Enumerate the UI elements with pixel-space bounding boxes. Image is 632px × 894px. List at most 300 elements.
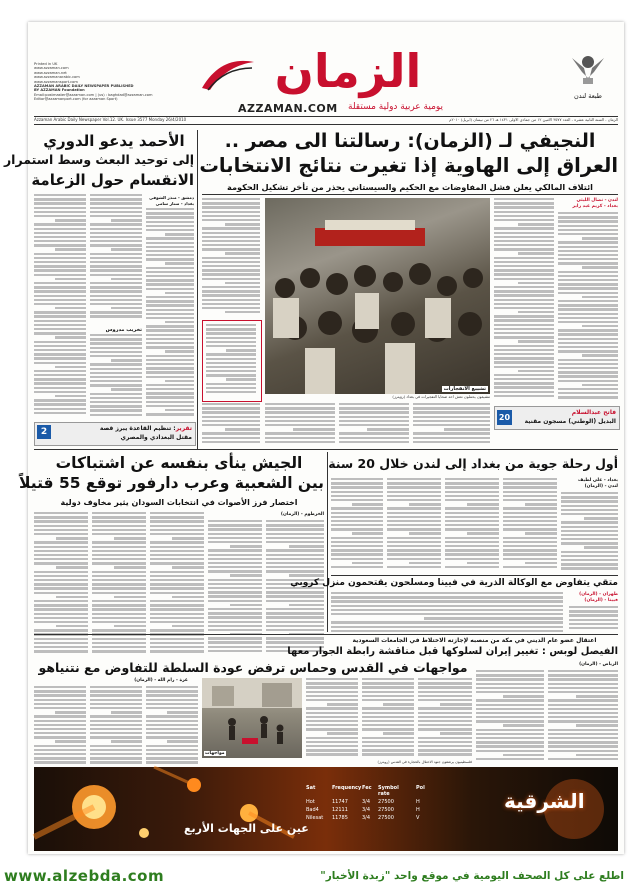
text-line	[387, 516, 441, 518]
quds-text	[146, 686, 198, 766]
text-line	[146, 720, 198, 722]
text-line	[558, 220, 618, 222]
text-line	[339, 420, 409, 422]
text-line	[494, 319, 554, 321]
text-line	[418, 699, 472, 701]
text-line	[569, 614, 618, 616]
text-line	[445, 482, 499, 484]
text-line	[90, 347, 142, 349]
vienna-text	[331, 592, 563, 634]
sharqiya-ad[interactable]	[34, 767, 618, 851]
text-line	[92, 562, 146, 564]
text-line	[494, 273, 554, 275]
text-line	[34, 362, 86, 364]
text-line	[55, 307, 86, 309]
text-line	[146, 405, 194, 407]
text-line	[331, 613, 563, 615]
text-line	[146, 715, 198, 717]
text-line	[202, 424, 260, 426]
text-line	[111, 307, 142, 309]
flight-text	[503, 478, 557, 572]
text-line	[476, 712, 544, 714]
text-line	[445, 545, 499, 547]
lead-lower-text	[202, 403, 260, 447]
text-line	[266, 554, 324, 556]
text-line	[55, 395, 86, 397]
quds-headline: مواجهات في القدس وحماس ترفض عودة السلطة للتفاوض مع نتنياهو	[38, 660, 468, 675]
text-line	[92, 646, 146, 648]
text-line	[92, 650, 146, 652]
sudan-text	[208, 520, 262, 656]
text-line	[34, 587, 88, 589]
text-line	[339, 424, 409, 426]
text-line	[90, 761, 142, 763]
dateline-ar: الزمان - السنة الثانية عشرة - العدد ٣٥٧٧ الاثنين ١٢ من جمادى الاولى ١٤٣١ هـ ٢٦ من نيسان (ابريل) ٢٠١٠م	[449, 117, 618, 122]
text-line	[576, 695, 618, 697]
text-line	[387, 520, 441, 522]
text-line	[90, 194, 142, 196]
text-line	[476, 758, 544, 760]
text-line	[518, 282, 554, 284]
freq-cell: Bad4	[306, 807, 319, 813]
text-line	[576, 754, 618, 756]
vienna-byline: طهران - (الزمان)	[579, 592, 618, 597]
text-line	[494, 290, 554, 292]
text-line	[92, 629, 146, 631]
text-line	[92, 516, 146, 518]
text-line	[34, 562, 88, 564]
text-line	[208, 570, 262, 572]
text-line	[476, 729, 544, 731]
text-line	[413, 420, 490, 422]
text-line	[208, 566, 262, 568]
text-line	[55, 740, 86, 742]
freq-col: Frequency	[332, 785, 362, 791]
column-divider	[327, 452, 328, 632]
text-line	[331, 520, 383, 522]
text-line	[494, 257, 554, 259]
text-line	[208, 549, 262, 551]
text-line	[558, 321, 618, 323]
text-line	[90, 728, 142, 730]
text-line	[331, 541, 383, 543]
text-line	[561, 551, 618, 553]
text-line	[558, 333, 618, 335]
text-line	[225, 223, 260, 225]
text-line	[445, 491, 499, 493]
text-line	[202, 257, 260, 259]
text-line	[111, 740, 142, 742]
text-line	[331, 478, 383, 480]
left-subhead: تخريب مدروس	[105, 327, 142, 333]
text-line	[525, 503, 557, 505]
text-line	[582, 325, 618, 327]
text-line	[494, 349, 554, 351]
text-line	[111, 278, 142, 280]
text-line	[92, 550, 146, 552]
text-line	[90, 393, 142, 395]
text-line	[90, 405, 142, 407]
text-line	[266, 641, 324, 643]
lead-rule	[202, 194, 618, 195]
street-photo-icon	[202, 678, 302, 758]
text-line	[494, 299, 554, 301]
text-line	[34, 412, 86, 414]
text-line	[90, 753, 142, 755]
text-line	[146, 304, 194, 306]
text-line	[55, 336, 86, 338]
footer-promo: اطلع على كل الصحف اليومية في موقع واحد "زبدة الأخبار"	[320, 870, 624, 882]
text-line	[34, 753, 86, 755]
text-line	[494, 286, 554, 288]
text-line	[548, 674, 618, 676]
text-line	[208, 524, 262, 526]
quds-photo	[202, 678, 302, 758]
text-line	[146, 296, 194, 298]
text-line	[362, 678, 414, 680]
text-line	[146, 749, 198, 751]
text-line	[306, 699, 358, 701]
text-line	[150, 650, 204, 652]
text-line	[208, 583, 262, 585]
text-line	[494, 227, 554, 229]
text-line	[172, 566, 204, 568]
info-line: www.azzamansport.com	[34, 79, 78, 84]
text-line	[90, 757, 142, 759]
text-line	[202, 232, 260, 234]
text-line	[548, 716, 618, 718]
text-line	[558, 275, 618, 277]
text-line	[503, 541, 557, 543]
text-line	[206, 362, 256, 364]
text-line	[92, 546, 146, 548]
text-line	[584, 546, 618, 548]
text-line	[225, 252, 260, 254]
text-line	[445, 516, 499, 518]
text-line	[146, 346, 194, 348]
text-line	[34, 724, 86, 726]
text-line	[90, 215, 142, 217]
text-line	[146, 283, 194, 285]
left-headline-1: الأحمد يدعو الدوري	[43, 132, 185, 150]
text-line	[266, 570, 324, 572]
text-line	[558, 375, 618, 377]
text-line	[306, 712, 358, 714]
text-line	[476, 720, 544, 722]
text-line	[494, 345, 554, 347]
newspaper-page	[3, 22, 624, 854]
text-line	[34, 320, 86, 322]
text-line	[90, 694, 142, 696]
text-line	[331, 482, 383, 484]
text-line	[90, 715, 142, 717]
text-line	[494, 395, 554, 397]
text-line	[114, 537, 146, 539]
text-line	[387, 499, 441, 501]
text-line	[548, 704, 618, 706]
text-line	[92, 575, 146, 577]
text-line	[476, 737, 544, 739]
text-line	[339, 416, 409, 418]
text-line	[331, 545, 383, 547]
text-line	[146, 355, 194, 357]
text-line	[494, 361, 554, 363]
text-line	[34, 387, 86, 389]
text-line	[476, 674, 544, 676]
text-line	[503, 549, 557, 551]
text-line	[90, 236, 142, 238]
ad-slogan: عين على الجهات الأربع	[184, 822, 309, 835]
text-line	[34, 236, 86, 238]
text-line	[266, 591, 324, 593]
text-line	[445, 558, 499, 560]
text-line	[34, 207, 86, 209]
text-line	[146, 250, 194, 252]
text-line	[150, 571, 204, 573]
text-line	[548, 737, 618, 739]
text-line	[331, 609, 563, 611]
text-line	[146, 275, 194, 277]
text-line	[306, 753, 358, 755]
text-line	[331, 537, 383, 539]
text-line	[146, 325, 194, 327]
text-line	[34, 749, 86, 751]
freq-cell: V	[416, 815, 420, 821]
text-line	[331, 486, 383, 488]
text-line	[114, 596, 146, 598]
text-line	[150, 629, 204, 631]
text-line	[548, 733, 618, 735]
quds-text	[362, 678, 414, 758]
text-line	[503, 566, 557, 568]
text-line	[306, 682, 358, 684]
text-line	[476, 699, 544, 701]
text-line	[413, 407, 490, 409]
text-line	[494, 248, 554, 250]
text-line	[92, 621, 146, 623]
footer-bar[interactable]	[0, 862, 632, 892]
text-line	[150, 546, 204, 548]
text-line	[525, 532, 557, 534]
text-line	[387, 491, 441, 493]
text-line	[150, 554, 204, 556]
text-line	[146, 699, 198, 701]
text-line	[202, 273, 260, 275]
text-line	[266, 625, 324, 627]
text-line	[561, 492, 618, 494]
logo-tagline: يومية عربية دولية مستقلة	[348, 102, 444, 112]
text-line	[90, 409, 142, 411]
text-line	[208, 562, 262, 564]
text-line	[558, 287, 618, 289]
text-line	[413, 411, 490, 413]
text-line	[413, 416, 490, 418]
text-line	[476, 716, 544, 718]
right-teaser[interactable]	[494, 406, 620, 430]
text-line	[172, 625, 204, 627]
flight-text	[331, 478, 383, 572]
text-line	[494, 336, 554, 338]
text-line	[561, 567, 618, 569]
text-line	[558, 363, 618, 365]
text-line	[362, 720, 414, 722]
text-line	[202, 227, 260, 229]
text-line	[150, 579, 204, 581]
text-line	[90, 299, 142, 301]
text-line	[569, 623, 618, 625]
text-line	[558, 388, 618, 390]
text-line	[146, 413, 194, 415]
text-line	[206, 387, 256, 389]
text-line	[424, 617, 563, 619]
text-line	[418, 737, 472, 739]
text-line	[503, 553, 557, 555]
text-line	[409, 503, 441, 505]
text-line	[146, 724, 198, 726]
text-line	[266, 621, 324, 623]
freq-cell: 27500	[378, 807, 394, 813]
text-line	[202, 286, 260, 288]
text-line	[494, 219, 554, 221]
text-line	[202, 420, 260, 422]
text-line	[34, 202, 86, 204]
text-line	[265, 441, 335, 443]
text-line	[387, 482, 441, 484]
text-line	[558, 371, 618, 373]
text-line	[548, 678, 618, 680]
text-line	[90, 223, 142, 225]
left-story-text	[146, 208, 194, 419]
text-line	[202, 294, 260, 296]
text-line	[387, 524, 441, 526]
info-line: AZZAMAN ARABIC DAILY NEWSPAPER PUBLISHED	[34, 84, 134, 89]
text-line	[172, 537, 204, 539]
text-line	[146, 288, 194, 290]
text-line	[293, 428, 335, 430]
text-line	[418, 749, 472, 751]
text-line	[150, 604, 204, 606]
text-line	[90, 342, 142, 344]
text-line	[146, 753, 198, 755]
text-line	[331, 558, 383, 560]
text-line	[561, 559, 618, 561]
text-line	[90, 732, 142, 734]
text-line	[476, 733, 544, 735]
left-headline-3: الانقسام حول الزعامة	[31, 171, 194, 189]
text-line	[503, 724, 544, 726]
text-line	[387, 495, 441, 497]
text-line	[34, 399, 86, 401]
text-line	[34, 529, 88, 531]
text-line	[34, 621, 88, 623]
text-line	[34, 332, 86, 334]
text-line	[266, 549, 324, 551]
freq-col: Symbol rate	[378, 785, 399, 797]
text-line	[90, 265, 142, 267]
text-line	[576, 724, 618, 726]
text-line	[208, 600, 262, 602]
sudan-subhead: اختصار فرز الأصوات في انتخابات السودان يثير مخاوف دولية	[60, 498, 298, 507]
text-line	[362, 745, 414, 747]
text-line	[327, 703, 358, 705]
text-line	[206, 370, 256, 372]
text-line	[34, 324, 86, 326]
text-line	[206, 383, 256, 385]
text-line	[387, 558, 441, 560]
text-line	[34, 408, 86, 410]
info-line: Email:postmaster@azzaman.com | (us) : baghdad@azzaman.com	[34, 92, 153, 97]
text-line	[265, 424, 335, 426]
text-line	[409, 562, 441, 564]
text-line	[494, 294, 554, 296]
text-line	[558, 271, 618, 273]
text-line	[202, 432, 260, 434]
text-line	[362, 707, 414, 709]
sudan-headline-1: الجيش ينأى بنفسه عن اشتباكات	[55, 454, 303, 472]
text-line	[418, 720, 472, 722]
text-line	[494, 240, 554, 242]
text-line	[226, 378, 256, 380]
text-line	[111, 219, 142, 221]
text-line	[90, 290, 142, 292]
text-line	[114, 625, 146, 627]
text-line	[413, 437, 490, 439]
text-line	[558, 308, 618, 310]
freq-cell: H	[416, 807, 420, 813]
text-line	[266, 520, 324, 522]
text-line	[92, 571, 146, 573]
text-line	[494, 391, 554, 393]
freq-cell: H	[416, 799, 420, 805]
text-line	[558, 233, 618, 235]
text-line	[202, 441, 260, 443]
left-teaser[interactable]	[34, 422, 196, 446]
text-line	[90, 338, 142, 340]
text-line	[34, 720, 86, 722]
text-line	[558, 359, 618, 361]
text-line	[582, 354, 618, 356]
text-line	[92, 592, 146, 594]
text-line	[494, 357, 554, 359]
text-line	[34, 707, 86, 709]
text-line	[558, 350, 618, 352]
info-line: BY AZZAMAN Foundation	[34, 88, 85, 93]
text-line	[90, 707, 142, 709]
text-line	[90, 376, 142, 378]
text-line	[90, 274, 142, 276]
text-line	[503, 524, 557, 526]
text-line	[34, 546, 88, 548]
text-line	[582, 266, 618, 268]
text-line	[558, 225, 618, 227]
text-line	[206, 358, 256, 360]
text-line	[55, 219, 86, 221]
text-line	[34, 232, 86, 234]
text-line	[34, 349, 86, 351]
text-line	[150, 608, 204, 610]
left-teaser-title: تنظيم القاعدة يبرز قصة	[99, 425, 172, 432]
text-line	[90, 202, 142, 204]
text-line	[225, 428, 260, 430]
text-line	[503, 516, 557, 518]
text-line	[445, 528, 499, 530]
footer-site[interactable]: www.alzebda.com	[4, 867, 165, 885]
text-line	[558, 392, 618, 394]
text-line	[90, 355, 142, 357]
text-line	[202, 248, 260, 250]
text-line	[548, 683, 618, 685]
text-line	[418, 753, 472, 755]
